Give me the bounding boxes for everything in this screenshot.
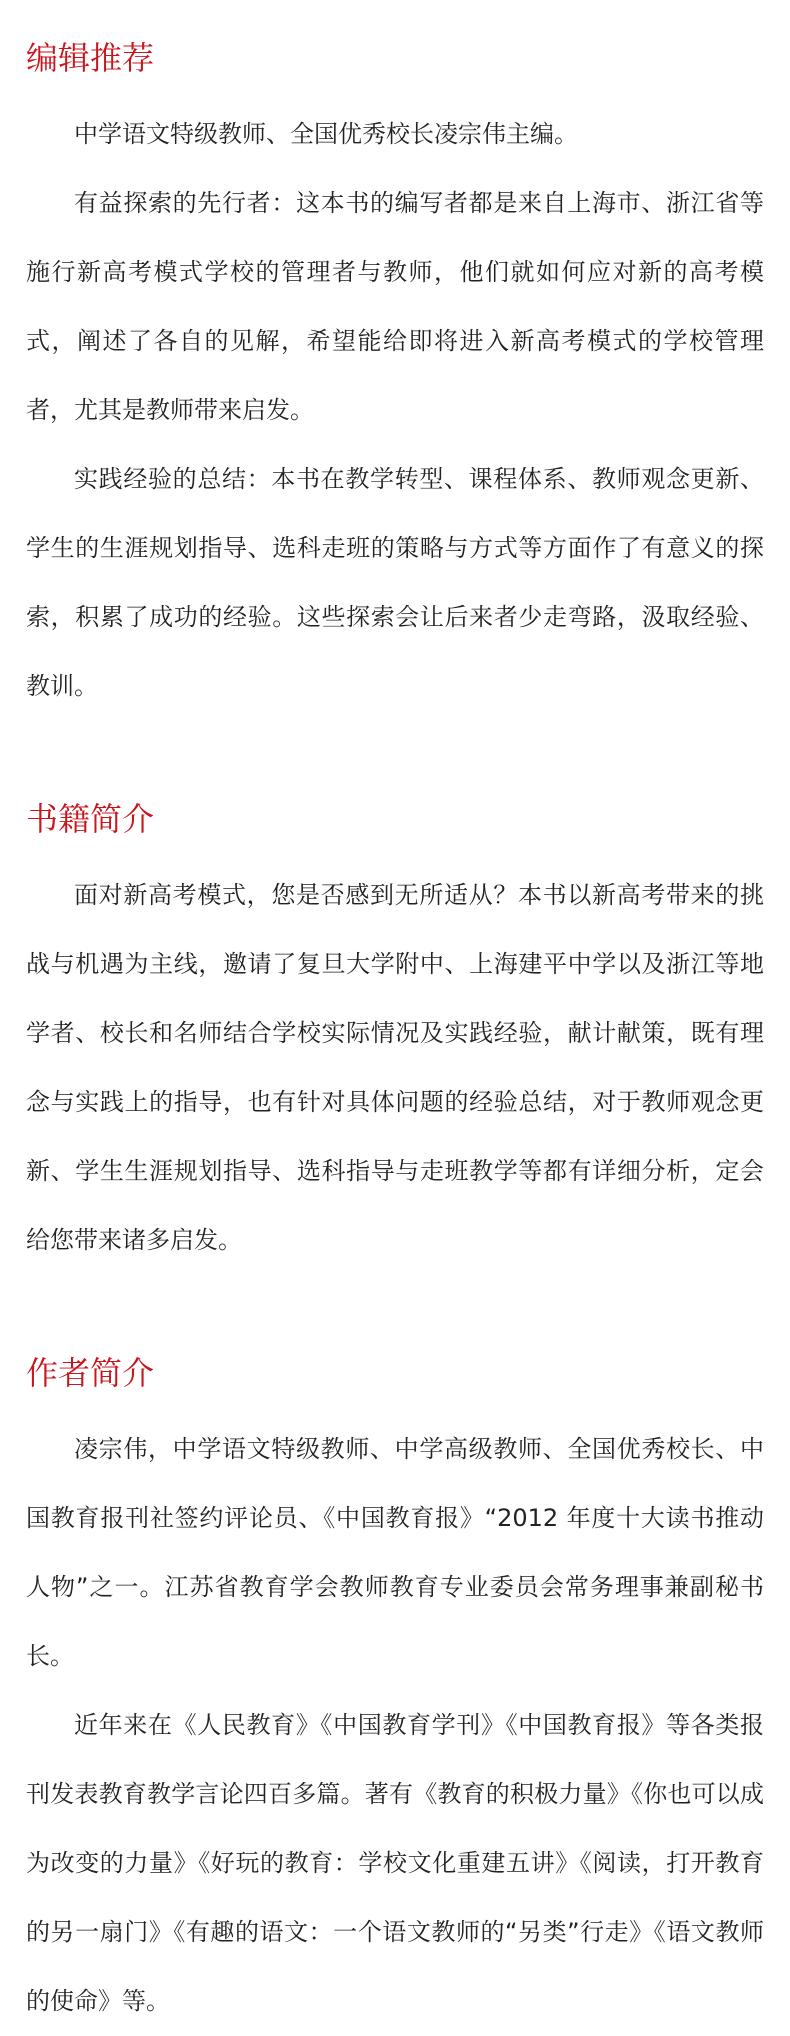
paragraph: 凌宗伟，中学语文特级教师、中学高级教师、全国优秀校长、中国教育报刊社签约评论员、《中国教育报》“2012 年度十大读书推动人物”之一。江苏省教育学会教师教育专业委员会常务理事兼副秘书长。 bbox=[26, 1435, 764, 1670]
section-heading: 书籍简介 bbox=[26, 800, 155, 838]
section-heading: 作者简介 bbox=[26, 1354, 155, 1392]
paragraph: 有益探索的先行者：这本书的编写者都是来自上海市、浙江省等施行新高考模式学校的管理者与教师，他们就如何应对新的高考模式，阐述了各自的见解，希望能给即将进入新高考模式的学校管理者，尤其是教师带来启发。 bbox=[26, 189, 764, 424]
section-book-introduction bbox=[26, 791, 764, 1275]
section-heading: 编辑推荐 bbox=[26, 39, 155, 77]
paragraph: 中学语文特级教师、全国优秀校长凌宗伟主编。 bbox=[74, 120, 578, 148]
section-author-introduction bbox=[26, 1345, 764, 2036]
paragraph: 近年来在《人民教育》《中国教育学刊》《中国教育报》等各类报刊发表教育教学言论四百多篇。著有《教育的积极力量》《你也可以成为改变的力量》《好玩的教育：学校文化重建五讲》《阅读，打开教育的另一扇门》《有趣的语文：一个语文教师的“另类”行走》《语文教师的使命》等。 bbox=[26, 1711, 764, 2015]
section-editor-recommendation bbox=[26, 30, 764, 721]
paragraph: 实践经验的总结：本书在教学转型、课程体系、教师观念更新、学生的生涯规划指导、选科走班的策略与方式等方面作了有意义的探索，积累了成功的经验。这些探索会让后来者少走弯路，汲取经验、教训。 bbox=[26, 465, 764, 700]
paragraph: 面对新高考模式，您是否感到无所适从？本书以新高考带来的挑战与机遇为主线，邀请了复旦大学附中、上海建平中学以及浙江等地学者、校长和名师结合学校实际情况及实践经验，献计献策，既有理念与实践上的指导，也有针对具体问题的经验总结，对于教师观念更新、学生生涯规划指导、选科指导与走班教学等都有详细分析，定会给您带来诸多启发。 bbox=[26, 881, 764, 1254]
